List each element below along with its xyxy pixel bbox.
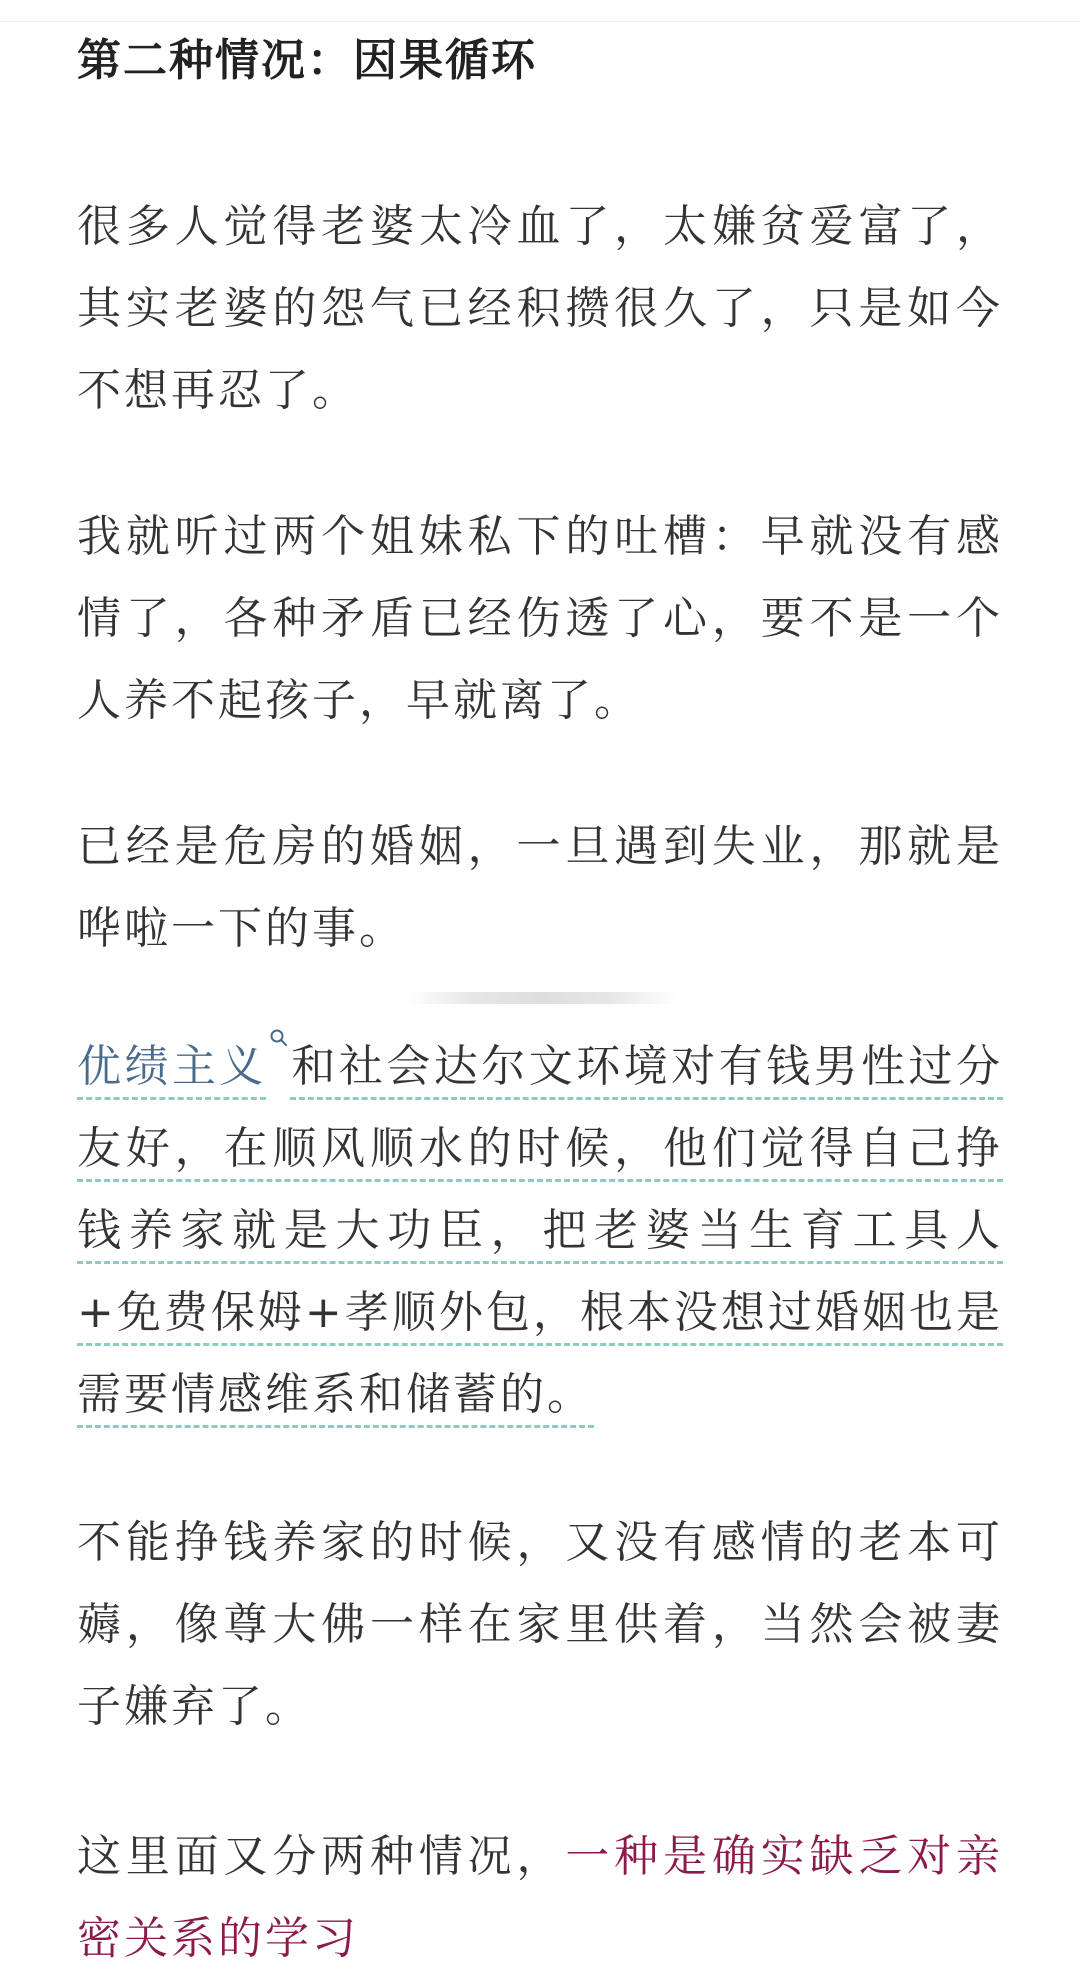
keyword-link[interactable]: 优绩主义: [77, 1041, 267, 1092]
search-icon[interactable]: [267, 1026, 289, 1060]
paragraph-2: 我就听过两个姐妹私下的吐槽：早就没有感情了，各种矛盾已经伤透了心，要不是一个人养不起孩子，早就离了。: [77, 511, 1003, 726]
paragraph-5: 不能挣钱养家的时候，又没有感情的老本可薅，像尊大佛一样在家里供着，当然会被妻子嫌弃了。: [77, 1517, 1003, 1732]
highlighted-text: 一种是确实缺乏对亲密关系的学习: [77, 1831, 1004, 1964]
paragraph-6: [77, 1816, 1003, 1980]
paragraph-1: 很多人觉得老婆太冷血了，太嫌贫爱富了，其实老婆的怨气已经积攒很久了，只是如今不想再忍了。: [77, 201, 1003, 416]
paragraph-4-text: 和社会达尔文环境对有钱男性过分友好，在顺风顺水的时候，他们觉得自己挣钱养家就是大功臣，把老婆当生育工具人+免费保姆+孝顺外包，根本没想过婚姻也是需要情感维系和储蓄的。: [77, 1041, 1004, 1420]
top-divider: [0, 21, 1080, 22]
paragraph-6-text: 这里面又分两种情况，: [77, 1831, 566, 1882]
image-placeholder: [77, 970, 1003, 1026]
article-body: [77, 30, 1003, 1980]
blurred-separator: [407, 992, 677, 1004]
section-heading: 第二种情况：因果循环: [77, 35, 537, 86]
paragraph-3: 已经是危房的婚姻，一旦遇到失业，那就是哗啦一下的事。: [77, 821, 1003, 954]
paragraph-4: [77, 1026, 1003, 1436]
